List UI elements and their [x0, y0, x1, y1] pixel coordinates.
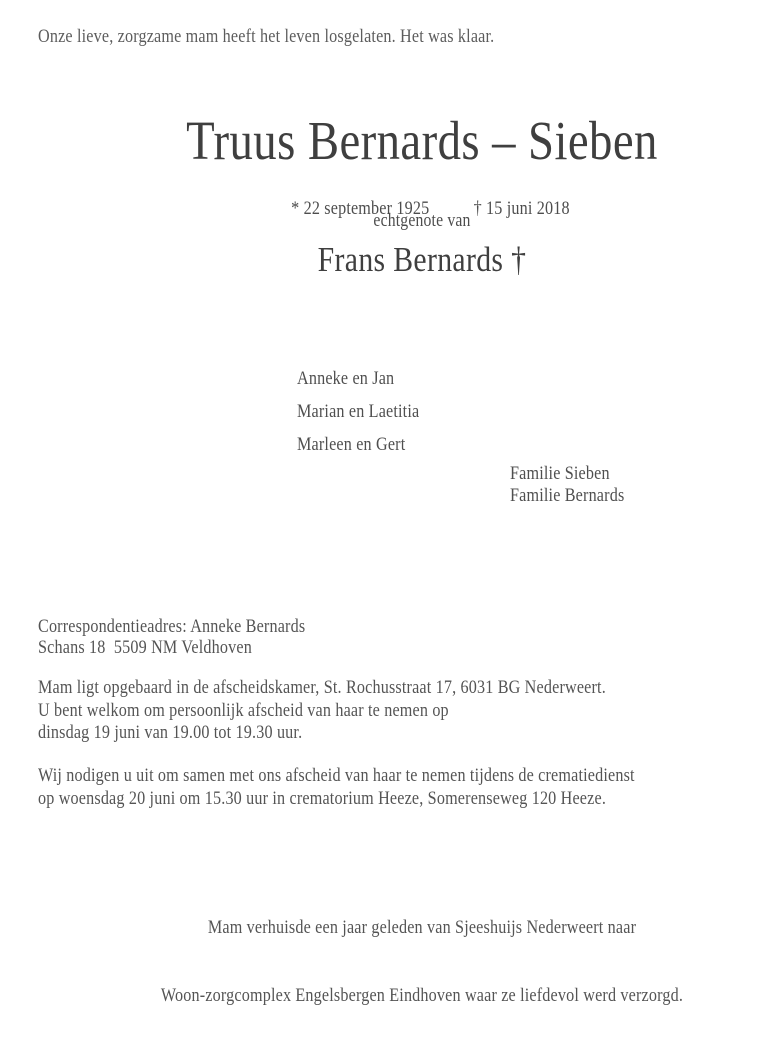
deceased-name: Truus Bernards – Sieben: [186, 110, 658, 171]
correspondence-address: Schans 18 5509 NM Veldhoven: [38, 637, 252, 658]
relatives-list: [297, 362, 419, 461]
life-dates: [135, 176, 710, 242]
cremation-line: Wij nodigen u uit om samen met ons afscheid van haar te nemen tijdens de crematiedienst: [38, 765, 635, 786]
family-line: Familie Sieben: [510, 463, 610, 484]
cremation-paragraph: [38, 764, 635, 810]
relative-line: Marian en Laetitia: [297, 401, 420, 422]
correspondence-contact: Correspondentieadres: Anneke Bernards: [38, 616, 306, 637]
viewing-line: dinsdag 19 juni van 19.00 tot 19.30 uur.: [38, 722, 303, 743]
viewing-line: U bent welkom om persoonlijk afscheid van haar te nemen op: [38, 699, 449, 721]
death-date: † 15 juni 2018: [473, 198, 570, 219]
viewing-line: Mam ligt opgebaard in de afscheidskamer, St. Rochusstraat 17, 6031 BG Nederweert.: [38, 677, 606, 698]
relative-line: Marleen en Gert: [297, 434, 406, 455]
correspondence-block: [38, 616, 305, 658]
opening-line: Onze lieve, zorgzame mam heeft het leven losgelaten. Het was klaar.: [38, 26, 495, 47]
birth-date: * 22 september 1925: [291, 198, 430, 219]
families-list: [510, 463, 624, 507]
closing-paragraph: [135, 872, 710, 1052]
relative-line: Anneke en Jan: [297, 368, 395, 389]
spouse-name: Frans Bernards †: [317, 240, 527, 279]
cremation-line: op woensdag 20 juni om 15.30 uur in crematorium Heeze, Somerenseweg 120 Heeze.: [38, 788, 607, 809]
family-line: Familie Bernards: [510, 485, 625, 506]
closing-line: Woon-zorgcomplex Engelsbergen Eindhoven waar ze liefdevol werd verzorgd.: [160, 985, 684, 1006]
relation-line: echtgenote van: [373, 211, 471, 231]
closing-line: Mam verhuisde een jaar geleden van Sjeeshuijs Nederweert naar: [207, 917, 637, 938]
viewing-paragraph: [38, 677, 606, 745]
